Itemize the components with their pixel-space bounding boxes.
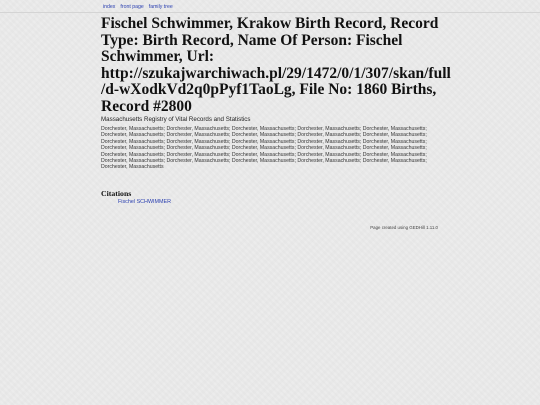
- nav-link-family-tree[interactable]: family tree: [148, 4, 173, 10]
- page-title: Fischel Schwimmer, Krakow Birth Record, Record Type: Birth Record, Name Of Person: Fischel Schwimmer, Url: http://szukajwarchiwach.pl/29/1472/0/1/307/skan/full/d-wXodkVd2q0pPyf1TaoLg, File No: 1860 Births, Record #2800: [101, 15, 451, 115]
- citation-link[interactable]: Fischel SCHWIMMER: [118, 198, 172, 205]
- page-footer: Page created using GEDHill 1.11.0: [370, 225, 438, 230]
- record-places: Dorchester, Massachusetts; Dorchester, Massachusetts; Dorchester, Massachusetts; Dorchester, Massachusetts; Dorchester, Massachusetts; Dorchester, Massachusetts; Dorchester, Massachusetts; Dorchester, Massachusetts; Dorchester, Massachusetts; Dorchester, Massachusetts; Dorchester, Massachusetts; Dorchester, Massachusetts; Dorchester, Massachusetts; Dorchester, Massachusetts; Dorchester, Massachusetts; Dorchester, Massachusetts; Dorchester, Massachusetts; Dorchester, Massachusetts; Dorchester, Massachusetts; Dorchester, Massachusetts; Dorchester, Massachusetts; Dorchester, Massachusetts; Dorchester, Massachusetts; Dorchester, Massachusetts; Dorchester, Massachusetts; Dorchester, Massachusetts; Dorchester, Massachusetts; Dorchester, Massachusetts; Dorchester, Massachusetts; Dorchester, Massachusetts; Dorchester, Massachusetts: [101, 126, 427, 171]
- record-source: Massachusetts Registry of Vital Records and Statistics: [101, 116, 251, 123]
- nav-links: [103, 4, 178, 11]
- nav-link-index[interactable]: index: [103, 4, 116, 10]
- nav-link-front-page[interactable]: front page: [120, 4, 144, 10]
- citations-heading: Citations: [101, 188, 132, 198]
- top-navigation: [0, 0, 540, 13]
- citations-section: [101, 189, 451, 206]
- record-content: [101, 16, 451, 206]
